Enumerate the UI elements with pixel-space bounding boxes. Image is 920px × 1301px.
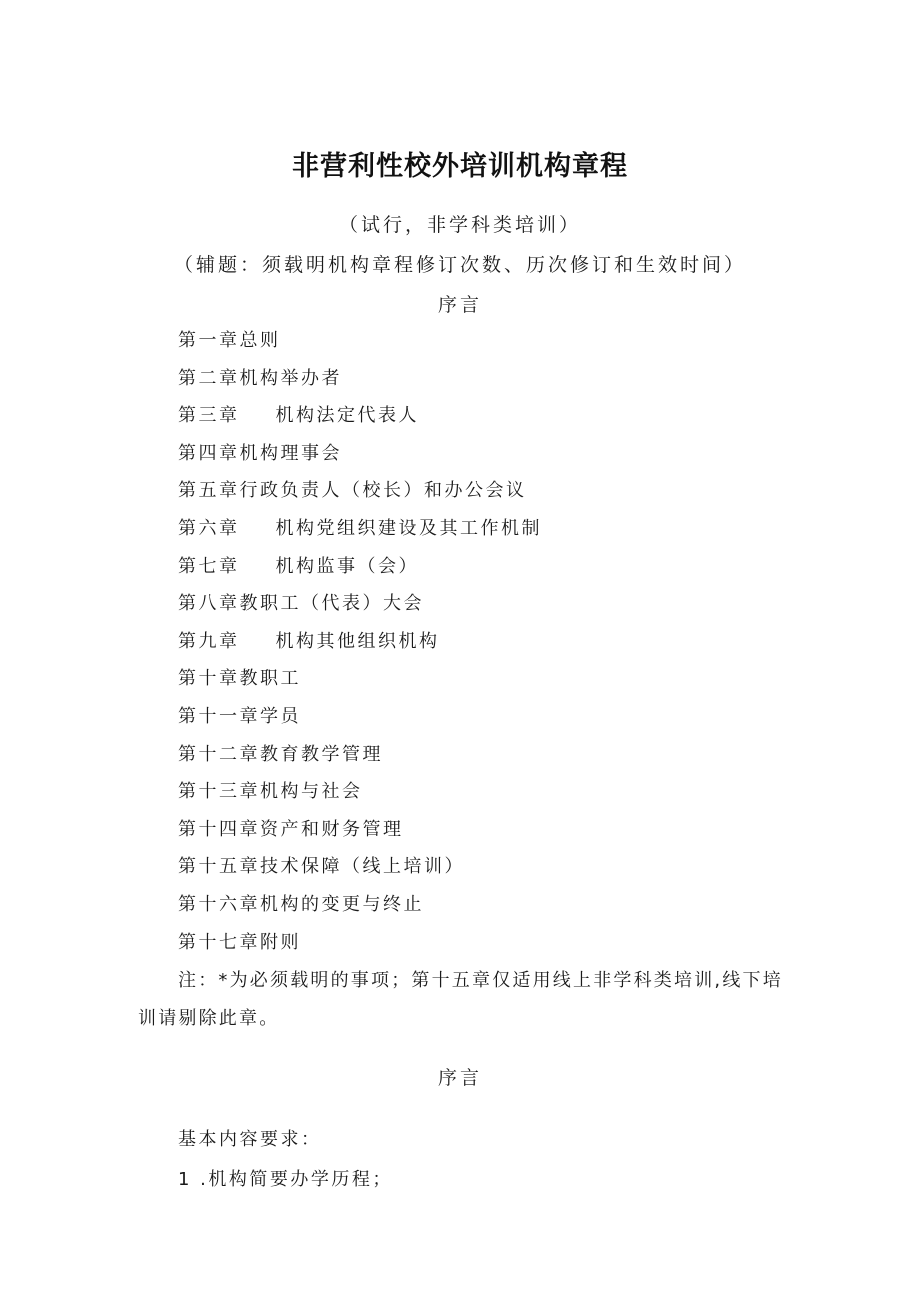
- toc-chapter-number: 第一章: [178, 330, 240, 351]
- toc-chapter-number: 第九章: [178, 630, 240, 652]
- toc-chapter-name: 教育教学管理: [260, 743, 383, 765]
- toc-item: [178, 736, 542, 774]
- toc-chapter-number: 第三章: [178, 405, 240, 427]
- toc-item: [178, 924, 542, 962]
- toc-chapter-number: 第十五章: [178, 856, 260, 878]
- toc-chapter-number: 第十四章: [178, 818, 260, 840]
- toc-chapter-name: 附则: [260, 931, 301, 953]
- toc-item: [178, 698, 542, 736]
- toc-item: [178, 585, 542, 623]
- toc-chapter-number: 第七章: [178, 555, 240, 577]
- toc-chapter-name: 机构党组织建设及其工作机制: [275, 517, 542, 539]
- toc-item: [178, 623, 542, 661]
- toc-chapter-number: 第十七章: [178, 931, 260, 953]
- toc-item: [178, 322, 542, 360]
- toc-chapter-name: 机构的变更与终止: [260, 893, 424, 915]
- toc-item: [178, 848, 542, 886]
- toc-chapter-name: 技术保障（线上培训）: [260, 856, 465, 878]
- toc-item: [178, 773, 542, 811]
- toc-item: [178, 397, 542, 435]
- toc-item: [178, 660, 542, 698]
- toc-chapter-number: 第十三章: [178, 781, 260, 803]
- toc-preface-heading: 序言: [437, 294, 482, 316]
- toc-chapter-name: 行政负责人（校长）和办公会议: [239, 480, 527, 502]
- toc-chapter-number: 第五章: [178, 480, 240, 502]
- toc-item: [178, 886, 542, 924]
- toc-chapter-name: 教职工（代表）大会: [239, 593, 424, 615]
- document-subnote: （辅题：须载明机构章程修订次数、历次修订和生效时间）: [173, 254, 746, 276]
- toc-item: [178, 548, 542, 586]
- requirements-label: 基本内容要求：: [178, 1129, 322, 1150]
- toc-chapter-name: 机构其他组织机构: [275, 630, 440, 652]
- toc-item: [178, 360, 542, 398]
- toc-chapter-name: 资产和财务管理: [260, 818, 404, 840]
- toc-item: [178, 435, 542, 473]
- toc-chapter-name: 总则: [239, 330, 281, 351]
- toc-chapter-number: 第十六章: [178, 893, 260, 915]
- toc-chapter-name: 机构法定代表人: [275, 405, 419, 427]
- toc-chapter-number: 第二章: [178, 367, 240, 389]
- toc-chapter-name: 机构监事（会）: [275, 555, 419, 577]
- document-subtitle: （试行，非学科类培训）: [338, 214, 581, 236]
- toc-chapter-name: 机构理事会: [239, 442, 342, 464]
- toc-chapter-number: 第十章: [178, 668, 240, 690]
- toc-chapter-name: 学员: [260, 705, 301, 727]
- requirement-item: 1 .机构简要办学历程；: [178, 1169, 393, 1190]
- toc-item: [178, 510, 542, 548]
- toc-chapter-number: 第八章: [178, 593, 240, 615]
- document-title: 非营利性校外培训机构章程: [292, 151, 628, 182]
- toc-chapter-name: 机构与社会: [260, 781, 363, 803]
- toc-chapter-name: 教职工: [239, 668, 301, 690]
- table-of-contents: [178, 322, 542, 961]
- toc-chapter-name: 机构举办者: [239, 367, 342, 389]
- toc-chapter-number: 第十一章: [178, 705, 260, 727]
- document-note: 注：*为必须载明的事项；第十五章仅适用线上非学科类培训,线下培训请剔除此章。: [138, 970, 783, 1029]
- toc-chapter-number: 第十二章: [178, 743, 260, 765]
- toc-chapter-number: 第四章: [178, 442, 240, 464]
- preface-section-heading: 序言: [437, 1067, 482, 1089]
- toc-item: [178, 811, 542, 849]
- toc-chapter-number: 第六章: [178, 517, 240, 539]
- toc-item: [178, 472, 542, 510]
